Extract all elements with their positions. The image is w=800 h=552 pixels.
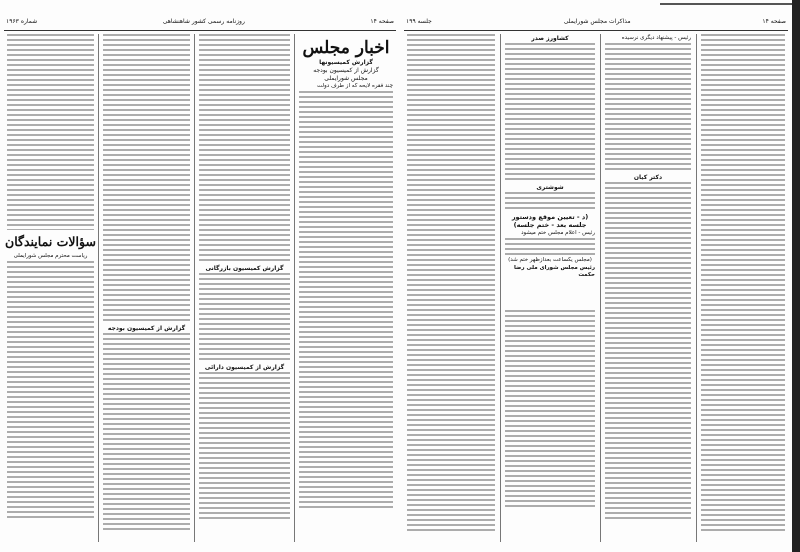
questions-headline: سؤالات نمایندگان xyxy=(5,234,96,249)
column-divider xyxy=(696,34,697,542)
body-text: ریاست محترم مجلس شورایملی xyxy=(13,253,88,259)
column-divider xyxy=(600,34,601,542)
body-text xyxy=(505,192,595,212)
speaker-name: کشاورز صدر xyxy=(531,35,569,42)
body-text xyxy=(299,91,393,511)
subheading: گزارش از کمیسیون دارائی xyxy=(204,364,285,371)
main-headline: اخبار مجلس xyxy=(302,38,390,58)
column xyxy=(404,34,498,542)
header-rule xyxy=(4,30,396,31)
page-number: صفحه ۱۴ xyxy=(370,17,394,25)
column-divider xyxy=(194,34,195,542)
body-text xyxy=(103,333,190,533)
subheading: گزارش کمیسیونها xyxy=(319,59,373,66)
column xyxy=(100,34,193,542)
column xyxy=(602,34,694,542)
body-text xyxy=(7,261,94,521)
body-text xyxy=(505,238,595,256)
column xyxy=(196,34,293,542)
body-text: (مجلس یکساعت بعدازظهر ختم شد) xyxy=(508,257,592,263)
speaker-name: دکتر کیان xyxy=(633,174,663,181)
newspaper-title: روزنامه رسمی کشور شاهنشاهی xyxy=(162,17,245,25)
body-text xyxy=(199,34,290,264)
column-divider xyxy=(98,34,99,542)
body-text: رئیس - اعلام مجلس ختم میشود xyxy=(521,230,595,236)
header-rule xyxy=(404,30,788,31)
column-questions xyxy=(4,34,97,542)
column-parliament-news xyxy=(296,34,396,542)
body-text: چند فقره لایحه که از طرف دولت xyxy=(317,83,393,89)
body-text xyxy=(505,43,595,183)
subheading: مجلس شورایملی xyxy=(324,75,368,82)
scan-border xyxy=(792,0,800,552)
page-number: صفحه ۱۴ xyxy=(762,17,786,25)
column-divider xyxy=(500,34,501,542)
left-page-header xyxy=(6,14,394,28)
subheading: گزارش کمیسیون بازرگانی xyxy=(205,265,284,272)
signature-line: رئیس مجلس شورای ملی رضا حکمت xyxy=(513,265,595,278)
right-page xyxy=(400,0,792,552)
body-text xyxy=(605,43,691,173)
body-text: رئیس - پیشنهاد دیگری نرسیده xyxy=(621,35,691,41)
body-text xyxy=(199,372,290,522)
body-text xyxy=(605,182,691,522)
item-heading: (د - تعیین موقع ودستور جلسه بعد - ختم جلسه) xyxy=(511,213,589,229)
subheading: گزارش از کمیسیون بودجه xyxy=(107,325,186,332)
column-session-close xyxy=(502,34,598,542)
body-text xyxy=(199,273,290,363)
subheading: گزارش از کمیسیون بودجه xyxy=(313,67,379,74)
column-divider xyxy=(294,34,295,542)
body-text xyxy=(701,34,785,534)
speaker-name: شوشتری xyxy=(536,184,564,191)
body-text xyxy=(103,34,190,324)
body-text xyxy=(407,34,495,534)
section-title: مذاکرات مجلس شورایملی xyxy=(563,17,631,25)
issue-number: شماره ۱۹۶۳ xyxy=(6,17,38,25)
right-page-header xyxy=(406,14,786,28)
scan-edge xyxy=(660,3,792,5)
session-number: جلسه ۱۹۹ xyxy=(406,17,432,25)
body-text xyxy=(7,34,94,230)
body-text xyxy=(505,310,595,510)
column xyxy=(698,34,788,542)
